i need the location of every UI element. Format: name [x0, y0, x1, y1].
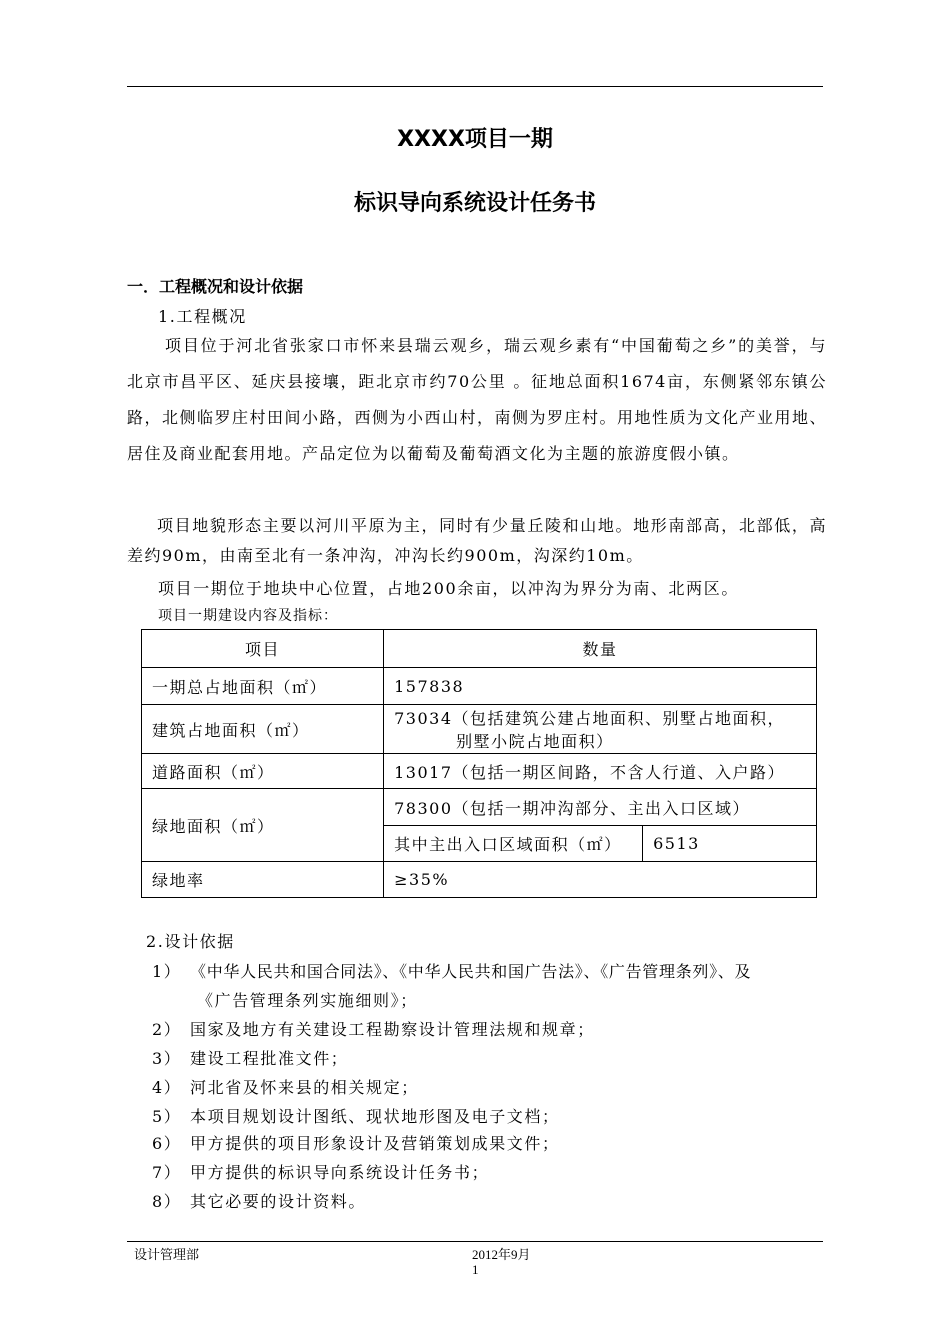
table-row: [142, 705, 817, 754]
overview-paragraph: 项目位于河北省张家口市怀来县瑞云观乡，瑞云观乡素有“中国葡萄之乡”的美誉，与北京市昌平区、延庆县接壤，距北京市约70公里 。征地总面积1674亩，东侧紧邻东镇公路，北侧临罗庄村田间小路，西侧为小西山村，南侧为罗庄村。用地性质为文化产业用地、居住及商业配套用地。产品定位为以葡萄及葡萄酒文化为主题的旅游度假小镇。: [127, 336, 828, 463]
row-label: 建筑占地面积（㎡）: [142, 705, 384, 754]
header-quantity: 数量: [384, 630, 817, 668]
row-value: 78300（包括一期冲沟部分、主出入口区域）: [384, 789, 817, 826]
table-row: [142, 862, 817, 898]
basis-number: 1）: [152, 962, 182, 981]
table-row: [142, 789, 817, 826]
document-subtitle: 标识导向系统设计任务书: [353, 191, 596, 216]
row-label: 绿地率: [142, 862, 384, 898]
table-row: [142, 754, 817, 789]
basis-item: 建设工程批准文件；: [190, 1049, 349, 1068]
basis-number: 6）: [152, 1134, 182, 1153]
footer-date: 2012年9月: [472, 1247, 531, 1262]
basis-number: 8）: [152, 1192, 182, 1211]
basis-item: 其它必要的设计资料。: [190, 1192, 367, 1211]
row-value: 13017（包括一期区间路，不含人行道、入户路）: [384, 754, 817, 789]
row-value: [384, 705, 817, 754]
basis-number: 5）: [152, 1107, 182, 1126]
basis-number: 4）: [152, 1078, 182, 1097]
row-label: 一期总占地面积（㎡）: [142, 668, 384, 705]
document-title: XXXX项目一期: [397, 127, 553, 152]
row-value-line: 别墅小院占地面积）: [456, 732, 614, 751]
basis-item: 河北省及怀来县的相关规定；: [190, 1078, 419, 1097]
row-value-line: 73034（包括建筑公建占地面积、别墅占地面积，: [394, 709, 786, 728]
subrow-value: 6513: [643, 826, 817, 862]
table-header-row: [142, 630, 817, 668]
phase-paragraph: 项目一期位于地块中心位置，占地200余亩，以冲沟为界分为南、北两区。: [158, 579, 739, 598]
terrain-paragraph: 项目地貌形态主要以河川平原为主，同时有少量丘陵和山地。地形南部高，北部低，高差约90m，由南至北有一条冲沟，冲沟长约900m，沟深约10m。: [127, 516, 827, 565]
basis-item: 甲方提供的标识导向系统设计任务书；: [190, 1163, 490, 1182]
footer-rule: [127, 1241, 823, 1242]
subsection-overview: 1.工程概况: [158, 307, 247, 326]
table-row: [142, 668, 817, 705]
row-value: ≥35%: [384, 862, 817, 898]
basis-item: 《中华人民共和国合同法》、《中华人民共和国广告法》、《广告管理条列》、及: [190, 962, 752, 981]
header-rule: [127, 86, 823, 87]
basis-item: 本项目规划设计图纸、现状地形图及电子文档；: [190, 1107, 560, 1126]
subsection-basis: 2.设计依据: [146, 932, 235, 951]
basis-number: 7）: [152, 1163, 182, 1182]
basis-number: 2）: [152, 1020, 182, 1039]
spec-table: [141, 629, 817, 898]
basis-item-continued: 《广告管理条列实施细则》；: [197, 991, 418, 1010]
table-caption: 项目一期建设内容及指标：: [158, 608, 338, 624]
basis-number: 3）: [152, 1049, 182, 1068]
page-number: 1: [472, 1262, 479, 1277]
basis-item: 国家及地方有关建设工程勘察设计管理法规和规章；: [190, 1020, 595, 1039]
subrow-label: 其中主出入口区域面积（㎡）: [384, 826, 643, 862]
row-value: 157838: [384, 668, 817, 705]
row-label: 道路面积（㎡）: [142, 754, 384, 789]
section-heading: 一．工程概况和设计依据: [127, 277, 304, 296]
basis-item: 甲方提供的项目形象设计及营销策划成果文件；: [190, 1134, 560, 1153]
header-item: 项目: [142, 630, 384, 668]
row-label: 绿地面积（㎡）: [142, 789, 384, 862]
footer-department: 设计管理部: [134, 1247, 200, 1262]
